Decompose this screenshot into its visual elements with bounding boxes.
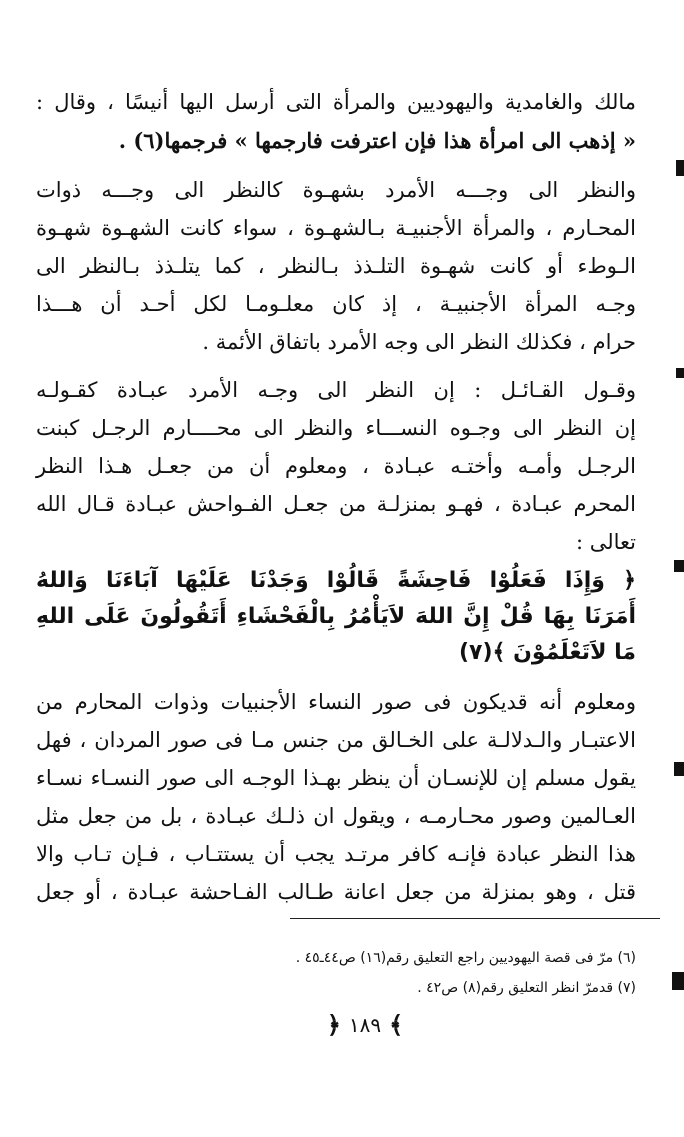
text-line: المحـارم ، والمرأة الأجنبيـة بـالشهـوة ، سواء كانت الشهـوة شهـوة bbox=[36, 216, 636, 240]
text-line: مالك والغامدية واليهوديين والمرأة التى أرسل اليها أنيسًا ، وقال : bbox=[36, 90, 636, 114]
text-line: الاعتبـار والـدلالـة على الخـالق من جنس مـا فى صور المردان ، فهل bbox=[36, 728, 636, 752]
quran-verse-line: ﴿ وَإِذَا فَعَلُوْا فَاحِشَةً قَالُوْا وَجَدْنَا عَلَيْهَا آبَاءَنَا وَاللهُ bbox=[36, 568, 636, 593]
scan-edge-mark bbox=[672, 972, 684, 990]
text-line: المحرم عبـادة ، فهـو بمنزلـة من جعـل الفـواحش عبـادة قـال الله bbox=[36, 492, 636, 516]
ornament-bracket-icon: ﴿ bbox=[326, 1011, 341, 1039]
text-line: الرجـل وأمـه وأختـه عبـادة ، ومعلوم أن من جعـل هـذا النظر bbox=[36, 454, 636, 478]
text-line: إن النظر الى وجـوه النســـاء والنظر الى محــــارم الرجـل كبنت bbox=[36, 416, 636, 440]
text-line: حرام ، فكذلك النظر الى وجه الأمرد باتفاق الأئمة . bbox=[202, 330, 636, 354]
text-line: قتل ، وهو بمنزلة من جعل اعانة طـالب الفـاحشة عبـادة ، أو جعل bbox=[36, 880, 636, 904]
ornament-bracket-icon: ﴾ bbox=[389, 1011, 404, 1039]
text-line: تعالى : bbox=[575, 530, 636, 554]
text-line: وقـول القـائـل : إن النظر الى وجـه الأمرد عبـادة كقـولـه bbox=[36, 378, 636, 402]
page-number: ١٨٩ bbox=[348, 1013, 382, 1037]
footnote-separator bbox=[290, 918, 660, 919]
page-number-box bbox=[290, 1010, 440, 1040]
text-line: ومعلوم أنه قديكون فى صور النساء الأجنبيات وذوات المحارم من bbox=[36, 690, 636, 714]
scan-edge-mark bbox=[674, 762, 684, 776]
hadith-quote-line: « إذهب الى امرأة هذا فإن اعترفت فارجمها » فرجمها(٦) . bbox=[118, 128, 636, 153]
footnote: (٦) مرّ فى قصة اليهوديين راجع التعليق رقم(١٦) ص٤٤ـ٤٥ . bbox=[295, 950, 636, 966]
text-line: العـالمين وصور محـارمـه ، ويقول ان ذلـك عبـادة ، بل من جعل مثل bbox=[36, 804, 636, 828]
scan-edge-mark bbox=[674, 560, 684, 572]
quran-verse-line: أَمَرَنَا بِهَا قُلْ إِنَّ اللهَ لاَيَأْمُرُ بِالْفَحْشَاءِ أَتَقُولُونَ عَلَى اللهِ bbox=[36, 604, 636, 629]
quran-verse-line: مَا لاَتَعْلَمُوْنَ ﴾(٧) bbox=[458, 640, 636, 665]
text-line: وجـه المرأة الأجنبيـة ، إذ كان معلـومـا لكل أحـد أن هـــذا bbox=[36, 292, 636, 316]
scan-edge-mark bbox=[676, 368, 684, 378]
text-line: هذا النظر عبادة فإنـه كافر مرتـد يجب أن يستتـاب ، فـإن تـاب والا bbox=[36, 842, 636, 866]
text-line: والنظر الى وجـــه الأمرد بشهـوة كالنظر الى وجـــه ذوات bbox=[36, 178, 636, 202]
footnote: (٧) قدمرّ انظر التعليق رقم(٨) ص٤٢ . bbox=[417, 980, 636, 996]
scan-edge-mark bbox=[676, 160, 684, 176]
text-line: الـوطء أو كانت شهـوة التلـذذ بـالنظر ، كما يتلـذذ بـالنظر الى bbox=[36, 254, 636, 278]
text-line: يقول مسلم إن للإنسـان أن ينظر بهـذا الوجـه الى صور النسـاء نسـاء bbox=[36, 766, 636, 790]
